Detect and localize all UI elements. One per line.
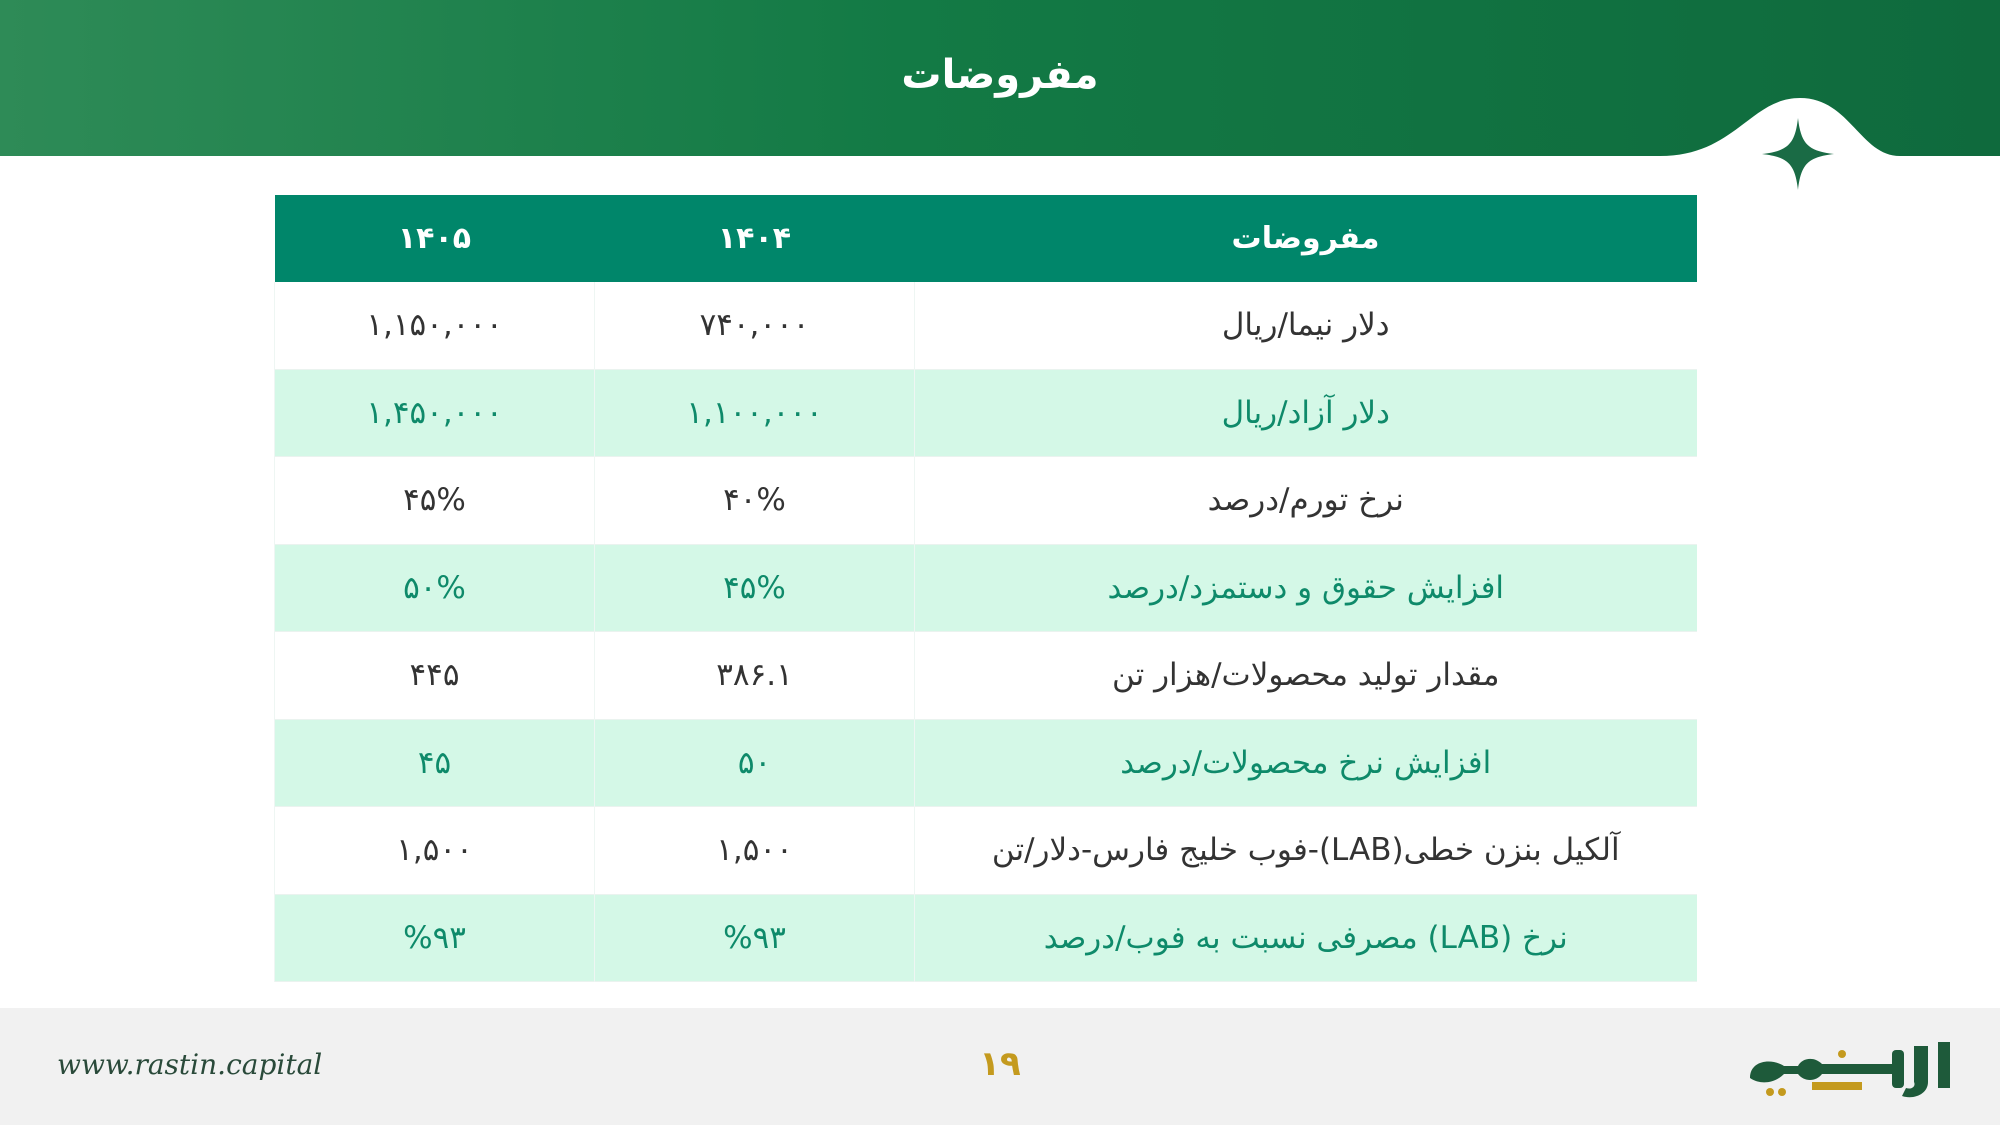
page-title: مفروضات (901, 52, 1099, 98)
table-row (275, 457, 1697, 545)
cell-1404: ۷۴۰,۰۰۰ (595, 282, 915, 369)
cell-1405: ۱,۱۵۰,۰۰۰ (275, 282, 595, 369)
table-row (275, 807, 1697, 895)
cell-1405: ۱,۵۰۰ (275, 807, 595, 895)
page-number: ۱۹ (979, 1044, 1021, 1084)
column-header-assumptions: مفروضات (915, 195, 1697, 282)
table-row (275, 369, 1697, 457)
cell-1405: ۴۴۵ (275, 632, 595, 720)
row-label: افزایش حقوق و دستمزد/درصد (915, 544, 1697, 632)
assumptions-table (274, 195, 1697, 982)
cell-1405: ۵۰% (275, 544, 595, 632)
cell-1404: ۴۰% (595, 457, 915, 545)
row-label: مقدار تولید محصولات/هزار تن (915, 632, 1697, 720)
cell-1405: ۴۵ (275, 719, 595, 807)
table-row (275, 719, 1697, 807)
cell-1404: ۴۵% (595, 544, 915, 632)
footer-bar (0, 1008, 2000, 1125)
column-header-1404: ۱۴۰۴ (595, 195, 915, 282)
cell-1405: %۹۳ (275, 894, 595, 982)
row-label: دلار نیما/ریال (915, 282, 1697, 369)
sparkle-icon (1762, 118, 1834, 190)
row-label: دلار آزاد/ریال (915, 369, 1697, 457)
cell-1404: ۵۰ (595, 719, 915, 807)
rastin-logo (1742, 1030, 1962, 1110)
row-label: نرخ (LAB) مصرفی نسبت به فوب/درصد (915, 894, 1697, 982)
table-row (275, 544, 1697, 632)
cell-1404: ۱,۱۰۰,۰۰۰ (595, 369, 915, 457)
website-link[interactable]: www.rastin.capital (57, 1048, 323, 1081)
cell-1405: ۴۵% (275, 457, 595, 545)
table-header-row (275, 195, 1697, 282)
table-row (275, 632, 1697, 720)
table-row (275, 282, 1697, 369)
row-label: آلکیل بنزن خطی(LAB)-فوب خلیج فارس-دلار/تن (915, 807, 1697, 895)
cell-1404: %۹۳ (595, 894, 915, 982)
cell-1404: ۳۸۶.۱ (595, 632, 915, 720)
table-row (275, 894, 1697, 982)
assumptions-table-container (274, 195, 1696, 982)
cell-1404: ۱,۵۰۰ (595, 807, 915, 895)
row-label: نرخ تورم/درصد (915, 457, 1697, 545)
column-header-1405: ۱۴۰۵ (275, 195, 595, 282)
row-label: افزایش نرخ محصولات/درصد (915, 719, 1697, 807)
cell-1405: ۱,۴۵۰,۰۰۰ (275, 369, 595, 457)
